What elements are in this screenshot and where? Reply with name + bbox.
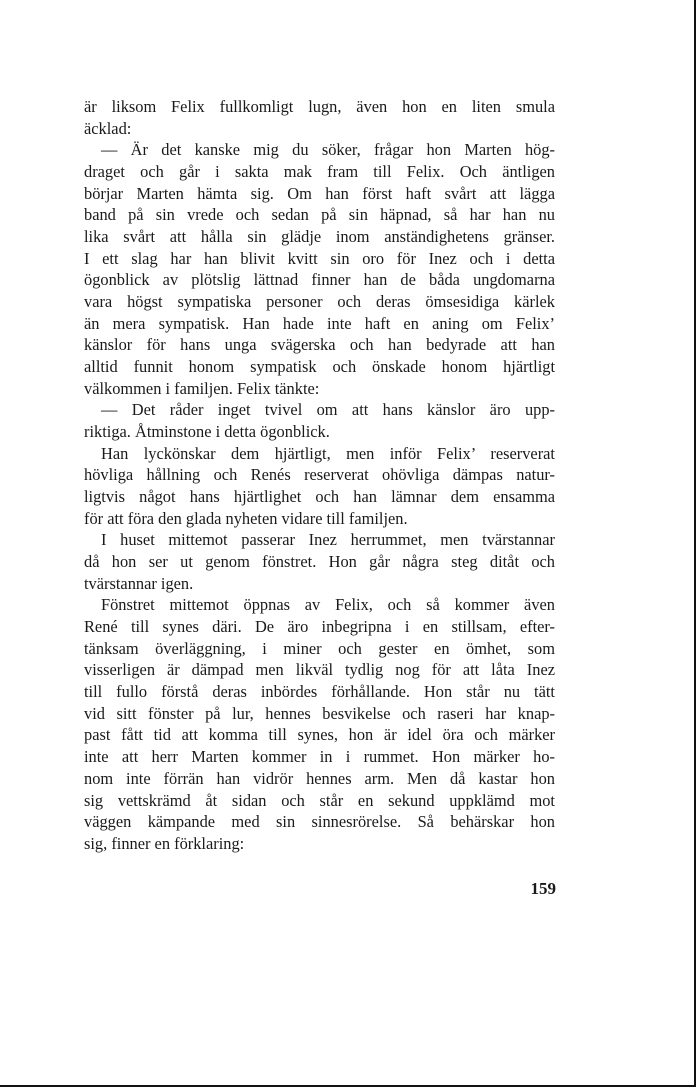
text-line: Han lyckönskar dem hjärtligt, men inför Felix’ reserverat [101, 443, 555, 463]
text-line: ögonblick av plötslig lättnad finner han de båda ungdomarna [84, 270, 555, 290]
text-line: past fått tid att komma till synes, hon är idel öra och märker [84, 725, 555, 745]
text-line: är liksom Felix fullkomligt lugn, även hon en liten smula [84, 97, 555, 116]
text-line: äcklad: [84, 118, 132, 138]
text-line: — Är det kanske mig du söker, frågar hon Marten hög- [101, 140, 555, 160]
text-line: René till synes däri. De äro inbegripna i en stillsam, efter- [84, 617, 555, 637]
text-line: sig, finner en förklaring: [84, 833, 245, 853]
text-line: börjar Marten hämta sig. Om han först haft svårt att lägga [84, 183, 555, 203]
text-line: väggen kämpande med sin sinnesrörelse. Så behärskar hon [84, 812, 555, 832]
text-line: då hon ser ut genom fönstret. Hon går några steg ditåt och [84, 552, 555, 572]
text-line: för att föra den glada nyheten vidare till familjen. [84, 508, 408, 528]
text-line: känslor för hans unga svägerska och han bedyrade att han [84, 335, 555, 355]
text-line: Fönstret mittemot öppnas av Felix, och så kommer även [101, 595, 555, 615]
text-line: band på sin vrede och sedan på sin häpnad, så har han nu [84, 205, 555, 225]
page-number: 159 [530, 879, 556, 898]
text-line: tänksam överläggning, i miner och gester en ömhet, som [84, 638, 555, 658]
text-line: hövliga hållning och Renés reserverat ohövliga dämpas natur- [84, 465, 555, 485]
text-line: I huset mittemot passerar Inez herrummet, men tvärstannar [101, 530, 555, 550]
text-line: ligtvis något hans hjärtlighet och han lämnar dem ensamma [84, 487, 555, 507]
text-line: till fullo förstå deras inbördes förhållande. Hon står nu tätt [84, 682, 555, 702]
text-line: sig vettskrämd åt sidan och står en sekund uppklämd mot [84, 790, 555, 810]
text-line: I ett slag har han blivit kvitt sin oro för Inez och i detta [84, 248, 555, 268]
text-line: än mera sympatisk. Han hade inte haft en aning om Felix’ [84, 313, 555, 333]
text-line: visserligen är dämpad men likväl tydlig nog för att låta Inez [84, 660, 555, 680]
text-line: nom inte förrän han vidrör hennes arm. Men då kastar hon [84, 768, 555, 788]
text-line: riktiga. Åtminstone i detta ögonblick. [84, 422, 330, 442]
text-line: inte att herr Marten kommer in i rummet. Hon märker ho- [84, 747, 555, 767]
text-line: — Det råder inget tvivel om att hans känslor äro upp- [101, 400, 555, 420]
text-line: vid sitt fönster på lur, hennes besvikelse och raseri har knap- [84, 703, 555, 723]
text-line: vara högst sympatiska personer och deras ömsesidiga kärlek [84, 292, 555, 312]
body-text [84, 96, 555, 855]
text-line: draget och går i sakta mak fram till Felix. Och äntligen [84, 162, 555, 182]
text-line: alltid funnit honom sympatisk och önskade honom hjärtligt [84, 357, 555, 377]
text-line: tvärstannar igen. [84, 573, 194, 593]
text-line: lika svårt att hålla sin glädje inom anständighetens gränser. [84, 227, 555, 247]
text-line: välkommen i familjen. Felix tänkte: [84, 378, 320, 398]
